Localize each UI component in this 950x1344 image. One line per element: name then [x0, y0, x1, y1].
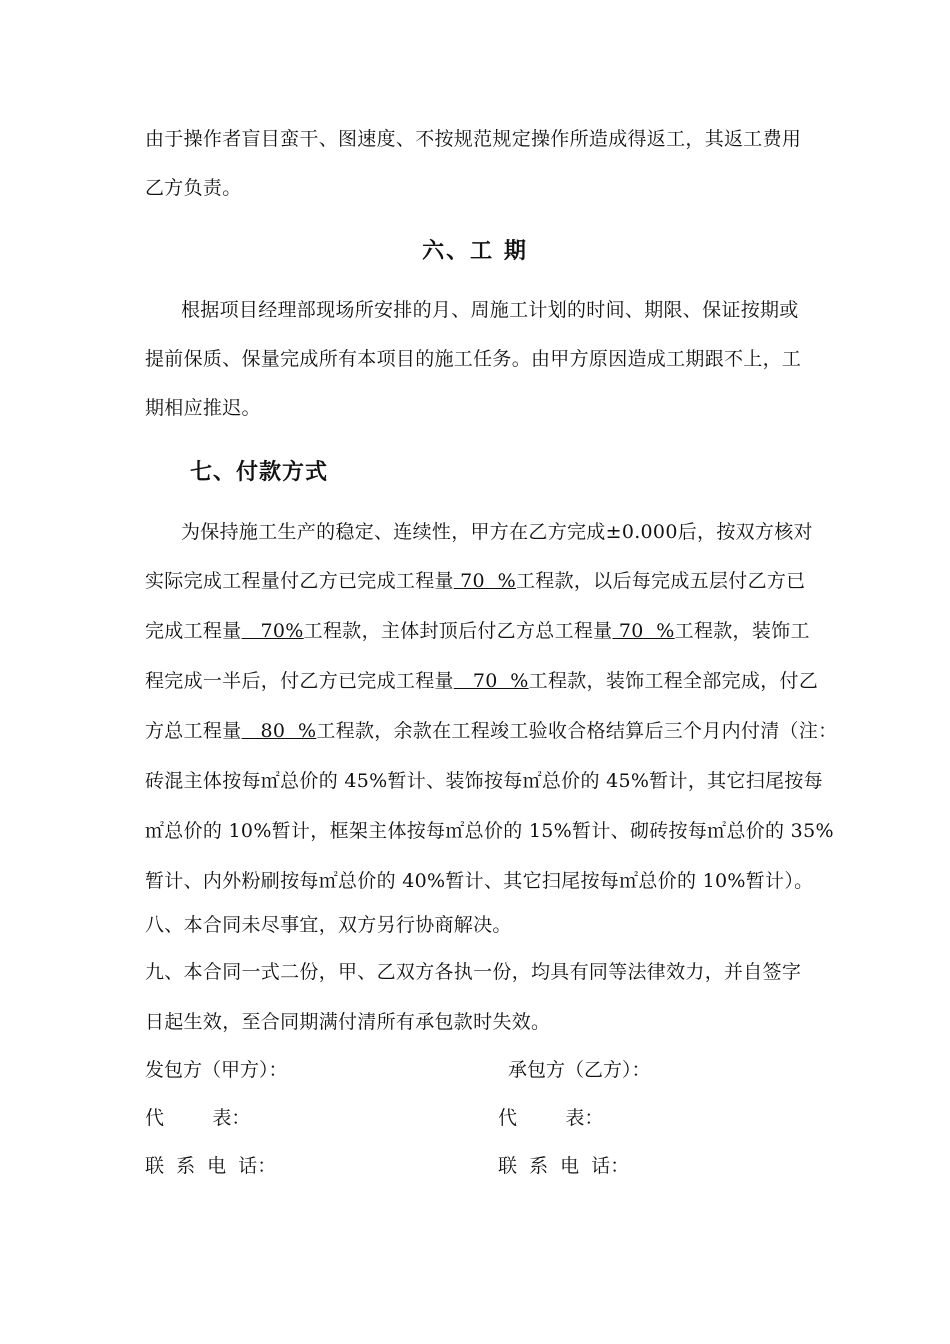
paragraph-line: 暂计、内外粉刷按每㎡总价的 40%暂计、其它扫尾按每㎡总价的 10%暂计）。 — [145, 870, 814, 892]
underlined-percent: 70% — [241, 620, 304, 642]
paragraph-line: 提前保质、保量完成所有本项目的施工任务。由甲方原因造成工期跟不上，工 — [145, 348, 802, 370]
paragraph-line: 由于操作者盲目蛮干、图速度、不按规范规定操作所造成得返工，其返工费用 — [145, 128, 802, 150]
paragraph-line — [145, 669, 818, 693]
party-b-representative-label: 代 表： — [498, 1107, 604, 1129]
text-run: 工程款，余款在工程竣工验收合格结算后三个月内付清（注： — [316, 720, 838, 742]
paragraph-line: 为保持施工生产的稳定、连续性，甲方在乙方完成±0.000后，按双方核对 — [181, 521, 813, 543]
text-run: 工程款，主体封顶后付乙方总工程量 — [303, 620, 613, 642]
paragraph-line: 期相应推迟。 — [145, 397, 261, 419]
paragraph-line — [145, 619, 810, 643]
party-a-representative-label: 代 表： — [145, 1107, 251, 1129]
text-run: 工程款，装饰工程全部完成，付乙 — [528, 670, 819, 692]
paragraph-line — [145, 569, 805, 593]
underlined-percent: 70 % — [453, 670, 529, 692]
underlined-percent: 70 % — [453, 570, 516, 592]
underlined-percent: 80 % — [241, 720, 317, 742]
section-heading-schedule: 六、工 期 — [422, 239, 528, 264]
text-run: 方总工程量 — [145, 720, 242, 742]
party-b-phone-label: 联 系 电 话： — [498, 1155, 630, 1177]
paragraph-line: ㎡总价的 10%暂计，框架主体按每㎡总价的 15%暂计、砌砖按每㎡总价的 35% — [145, 820, 834, 842]
underlined-percent: 70 % — [612, 620, 675, 642]
paragraph-line — [145, 719, 837, 743]
text-run: 工程款，装饰工 — [674, 620, 810, 642]
text-run: 程完成一半后，付乙方已完成工程量 — [145, 670, 454, 692]
paragraph-line: 砖混主体按每㎡总价的 45%暂计、装饰按每㎡总价的 45%暂计，其它扫尾按每 — [145, 770, 823, 792]
text-run: 实际完成工程量付乙方已完成工程量 — [145, 570, 454, 592]
text-run: 工程款，以后每完成五层付乙方已 — [515, 570, 806, 592]
section-heading-payment: 七、付款方式 — [190, 460, 329, 485]
party-b-label: 承包方（乙方）： — [508, 1059, 651, 1081]
paragraph-line: 八、本合同未尽事宜，双方另行协商解决。 — [145, 914, 512, 936]
paragraph-line: 乙方负责。 — [145, 177, 242, 199]
paragraph-line: 九、本合同一式二份，甲、乙双方各执一份，均具有同等法律效力，并自签字 — [145, 961, 802, 983]
paragraph-line: 根据项目经理部现场所安排的月、周施工计划的时间、期限、保证按期或 — [181, 299, 799, 321]
party-a-phone-label: 联 系 电 话： — [145, 1155, 277, 1177]
text-run: 完成工程量 — [145, 620, 242, 642]
party-a-label: 发包方（甲方）： — [145, 1059, 288, 1081]
paragraph-line: 日起生效，至合同期满付清所有承包款时失效。 — [145, 1011, 551, 1033]
